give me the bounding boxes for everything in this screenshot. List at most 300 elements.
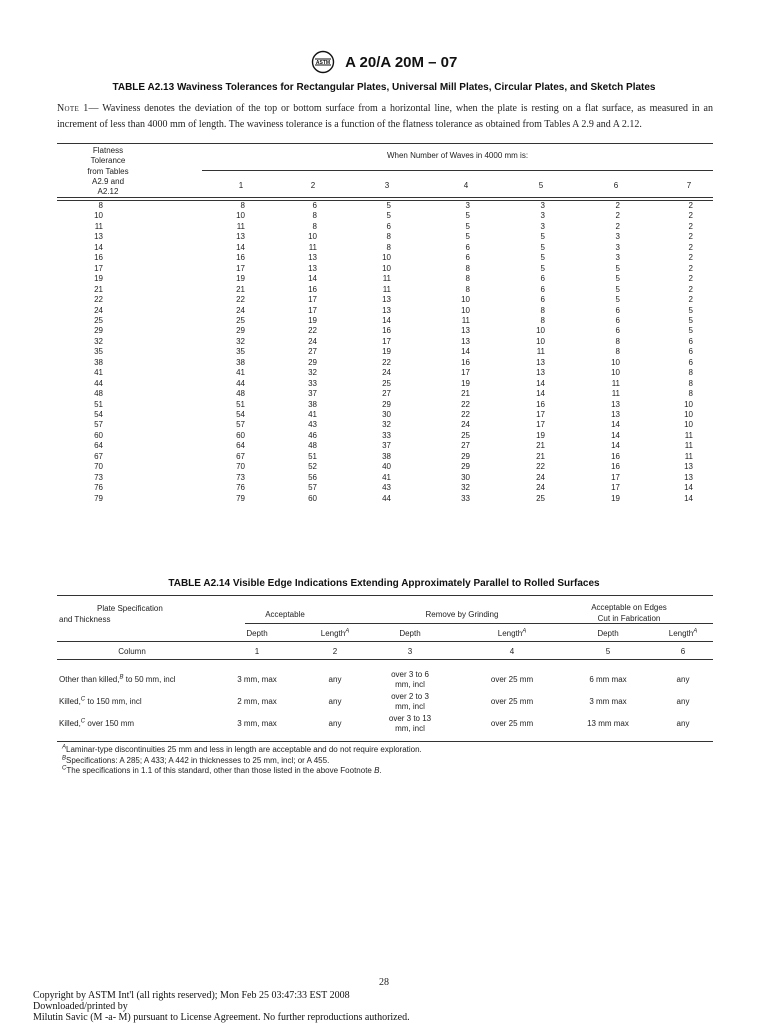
grinding-depth-cell: mm, incl bbox=[395, 702, 425, 711]
waviness-cell: 37 bbox=[382, 441, 391, 451]
waviness-cell: 5 bbox=[386, 201, 391, 210]
waviness-cell: 5 bbox=[688, 326, 693, 336]
acceptable-length-cell: any bbox=[328, 697, 342, 706]
waviness-cell: 35 bbox=[236, 347, 245, 357]
waviness-cell: 8 bbox=[240, 201, 245, 210]
waviness-cell: 67 bbox=[236, 451, 245, 461]
waviness-cell: 10 bbox=[308, 232, 317, 242]
waviness-cell: 22 bbox=[382, 357, 391, 367]
waviness-cell: 8 bbox=[688, 378, 693, 388]
wave-column-numbers bbox=[57, 181, 713, 191]
waviness-cell: 24 bbox=[382, 368, 391, 378]
waviness-cell: 8 bbox=[688, 389, 693, 399]
waviness-cell: 27 bbox=[382, 389, 391, 399]
table-row bbox=[57, 494, 713, 504]
table-row bbox=[57, 306, 713, 316]
table-row bbox=[57, 431, 713, 441]
waviness-cell: 16 bbox=[461, 357, 470, 367]
waviness-cell: 11 bbox=[382, 274, 391, 284]
waviness-cell: 41 bbox=[308, 410, 317, 419]
waviness-cell: 11 bbox=[684, 441, 693, 451]
waviness-cell: 44 bbox=[236, 378, 245, 388]
waviness-cell: 8 bbox=[465, 274, 470, 284]
waviness-cell: 33 bbox=[382, 430, 391, 440]
waviness-cell: 17 bbox=[236, 263, 245, 273]
flatness-tolerance-cell: 14 bbox=[94, 242, 103, 252]
acceptable-header: Acceptable bbox=[265, 610, 305, 619]
waviness-cell: 6 bbox=[615, 326, 620, 336]
waviness-cell: 11 bbox=[308, 242, 317, 252]
waviness-cell: 2 bbox=[688, 232, 693, 242]
page-number: 28 bbox=[379, 977, 389, 988]
wave-column-number: 1 bbox=[238, 181, 244, 190]
length-label: Length bbox=[668, 629, 694, 638]
spec-text: to 50 mm, incl bbox=[123, 675, 176, 684]
waviness-cell: 3 bbox=[540, 211, 545, 221]
footnote-mark: C bbox=[80, 718, 86, 725]
waviness-cell: 8 bbox=[312, 221, 317, 231]
waviness-cell: 19 bbox=[236, 274, 245, 284]
flatness-tolerance-cell: 8 bbox=[98, 201, 103, 210]
table-a2-14-footnotes bbox=[62, 745, 702, 777]
spec-header-line: Plate Specification bbox=[97, 604, 163, 613]
footnote-mark: A bbox=[345, 628, 350, 635]
waviness-cell: 30 bbox=[382, 410, 391, 419]
waviness-cell: 14 bbox=[536, 378, 545, 388]
table-row bbox=[57, 201, 713, 211]
note-label: Note 1 bbox=[57, 103, 89, 114]
flatness-tolerance-cell: 11 bbox=[94, 221, 103, 231]
table-row bbox=[57, 222, 713, 232]
waviness-cell: 57 bbox=[236, 420, 245, 430]
waviness-cell: 6 bbox=[615, 315, 620, 325]
footnote-mark: B bbox=[62, 754, 67, 761]
waviness-cell: 22 bbox=[536, 462, 545, 472]
waviness-cell: 6 bbox=[465, 253, 470, 263]
footnote-end: . bbox=[379, 766, 382, 775]
waviness-cell: 25 bbox=[536, 493, 545, 503]
waviness-cell: 8 bbox=[386, 232, 391, 242]
waviness-cell: 10 bbox=[684, 399, 693, 409]
waviness-cell: 13 bbox=[236, 232, 245, 242]
table-rule bbox=[57, 741, 713, 742]
wave-column-number: 2 bbox=[310, 181, 316, 190]
footnote-text: The specifications in 1.1 of this standard, other than those listed in the above Footnote bbox=[66, 766, 375, 775]
wave-column-number: 6 bbox=[613, 181, 619, 190]
waviness-cell: 17 bbox=[611, 483, 620, 493]
length-label: Length bbox=[320, 629, 346, 638]
waviness-cell: 6 bbox=[688, 336, 693, 346]
waviness-cell: 8 bbox=[465, 284, 470, 294]
edge-depth-cell: 6 mm max bbox=[589, 675, 627, 684]
plate-spec-cell bbox=[59, 675, 219, 686]
column-number: 2 bbox=[332, 647, 338, 656]
waviness-cell: 14 bbox=[611, 441, 620, 451]
grinding-length-cell: over 25 mm bbox=[490, 697, 534, 706]
waviness-cell: 60 bbox=[236, 430, 245, 440]
waviness-cell: 2 bbox=[688, 221, 693, 231]
waviness-cell: 48 bbox=[308, 441, 317, 451]
flatness-tolerance-cell: 79 bbox=[94, 493, 103, 503]
waviness-cell: 32 bbox=[382, 420, 391, 430]
table-rule bbox=[57, 595, 713, 596]
waviness-cell: 24 bbox=[536, 483, 545, 493]
waviness-cell: 13 bbox=[684, 462, 693, 472]
flatness-tolerance-cell: 21 bbox=[94, 284, 103, 294]
waviness-cell: 14 bbox=[684, 493, 693, 503]
waviness-cell: 21 bbox=[461, 389, 470, 399]
table-row bbox=[57, 285, 713, 295]
waviness-cell: 2 bbox=[688, 211, 693, 221]
footnote bbox=[62, 745, 702, 756]
waviness-cell: 25 bbox=[236, 315, 245, 325]
footnote-mark: A bbox=[693, 628, 698, 635]
flatness-tolerance-cell: 44 bbox=[94, 378, 103, 388]
waviness-cell: 10 bbox=[536, 336, 545, 346]
flatness-tolerance-cell: 48 bbox=[94, 389, 103, 399]
astm-logo-icon bbox=[311, 50, 335, 74]
waviness-cell: 13 bbox=[461, 326, 470, 336]
waviness-cell: 17 bbox=[308, 305, 317, 315]
waviness-cell: 8 bbox=[540, 315, 545, 325]
flatness-tolerance-cell: 13 bbox=[94, 232, 103, 242]
waviness-cell: 17 bbox=[382, 336, 391, 346]
table-row bbox=[57, 452, 713, 462]
waviness-cell: 6 bbox=[540, 274, 545, 284]
waviness-cell: 27 bbox=[461, 441, 470, 451]
waviness-cell: 70 bbox=[236, 462, 245, 472]
table-row bbox=[57, 400, 713, 410]
column-number: 5 bbox=[605, 647, 611, 656]
waviness-cell: 10 bbox=[684, 420, 693, 430]
footnote bbox=[62, 756, 702, 767]
waviness-cell: 21 bbox=[536, 441, 545, 451]
table-row bbox=[57, 347, 713, 357]
waviness-cell: 10 bbox=[611, 357, 620, 367]
table-rule bbox=[202, 170, 713, 171]
waviness-cell: 17 bbox=[536, 410, 545, 419]
waviness-cell: 73 bbox=[236, 472, 245, 482]
waviness-cell: 17 bbox=[611, 472, 620, 482]
waviness-cell: 38 bbox=[236, 357, 245, 367]
footnote-mark: C bbox=[80, 696, 86, 703]
flatness-header-line: Flatness bbox=[92, 146, 124, 155]
waviness-cell: 13 bbox=[611, 410, 620, 419]
waviness-cell: 14 bbox=[236, 242, 245, 252]
flatness-tolerance-cell: 64 bbox=[94, 441, 103, 451]
table-row bbox=[57, 337, 713, 347]
table-rule bbox=[57, 143, 713, 144]
waviness-cell: 30 bbox=[461, 472, 470, 482]
waviness-cell: 3 bbox=[615, 232, 620, 242]
waviness-cell: 3 bbox=[540, 201, 545, 210]
waviness-cell: 2 bbox=[688, 274, 693, 284]
waviness-cell: 29 bbox=[308, 357, 317, 367]
waviness-cell: 2 bbox=[615, 221, 620, 231]
waviness-cell: 6 bbox=[386, 221, 391, 231]
astm-logo-text: ASTM bbox=[315, 60, 330, 66]
waviness-cell: 11 bbox=[236, 221, 245, 231]
flatness-tolerance-cell: 10 bbox=[94, 211, 103, 221]
waviness-cell: 6 bbox=[465, 242, 470, 252]
flatness-tolerance-cell: 70 bbox=[94, 462, 103, 472]
waviness-cell: 51 bbox=[308, 451, 317, 461]
flatness-tolerance-cell: 17 bbox=[94, 263, 103, 273]
waviness-cell: 25 bbox=[382, 378, 391, 388]
grinding-depth-cell: mm, incl bbox=[395, 724, 425, 733]
acceptable-depth-cell: 3 mm, max bbox=[237, 719, 277, 728]
table-row bbox=[57, 368, 713, 378]
flatness-tolerance-cell: 25 bbox=[94, 315, 103, 325]
grinding-depth-cell: over 2 to 3 bbox=[391, 692, 429, 701]
waviness-cell: 32 bbox=[236, 336, 245, 346]
waviness-cell: 10 bbox=[461, 295, 470, 305]
waviness-cell: 24 bbox=[236, 305, 245, 315]
waviness-cell: 22 bbox=[236, 295, 245, 305]
table-row bbox=[57, 379, 713, 389]
waviness-cell: 60 bbox=[308, 493, 317, 503]
waviness-cell: 19 bbox=[461, 378, 470, 388]
waviness-cell: 6 bbox=[312, 201, 317, 210]
flatness-tolerance-cell: 54 bbox=[94, 410, 103, 419]
table-row bbox=[57, 420, 713, 430]
waviness-cell: 41 bbox=[236, 368, 245, 378]
waviness-cell: 24 bbox=[308, 336, 317, 346]
waviness-cell: 11 bbox=[382, 284, 391, 294]
table-row bbox=[57, 274, 713, 284]
waviness-cell: 44 bbox=[382, 493, 391, 503]
table-row bbox=[57, 316, 713, 326]
wave-column-number: 5 bbox=[538, 181, 544, 190]
waviness-cell: 3 bbox=[615, 253, 620, 263]
waviness-cell: 10 bbox=[536, 326, 545, 336]
table-rule bbox=[57, 641, 713, 642]
table-row bbox=[57, 295, 713, 305]
waviness-cell: 2 bbox=[688, 295, 693, 305]
plate-spec-cell bbox=[59, 697, 219, 708]
waviness-cell: 16 bbox=[382, 326, 391, 336]
table-row bbox=[57, 483, 713, 493]
spec-text: Killed, bbox=[59, 697, 81, 706]
waviness-cell: 38 bbox=[308, 399, 317, 409]
wave-column-number: 3 bbox=[384, 181, 390, 190]
waviness-cell: 14 bbox=[382, 315, 391, 325]
waviness-cell: 64 bbox=[236, 441, 245, 451]
waviness-cell: 21 bbox=[536, 451, 545, 461]
remove-by-grinding-header: Remove by Grinding bbox=[425, 610, 499, 619]
waviness-cell: 5 bbox=[540, 263, 545, 273]
waviness-cell: 37 bbox=[308, 389, 317, 399]
copyright-line: Copyright by ASTM Int'l (all rights reserved); Mon Feb 25 03:47:33 EST 2008 bbox=[33, 990, 350, 1001]
grinding-depth-cell: mm, incl bbox=[395, 680, 425, 689]
waves-header: When Number of Waves in 4000 mm is: bbox=[386, 151, 529, 160]
waviness-cell: 10 bbox=[382, 253, 391, 263]
waviness-cell: 29 bbox=[461, 462, 470, 472]
table-row bbox=[57, 389, 713, 399]
edge-depth-cell: 3 mm max bbox=[589, 697, 627, 706]
column-number: 4 bbox=[509, 647, 515, 656]
waviness-cell: 13 bbox=[308, 263, 317, 273]
waviness-cell: 43 bbox=[308, 420, 317, 430]
waviness-cell: 56 bbox=[308, 472, 317, 482]
waviness-cell: 13 bbox=[611, 399, 620, 409]
waviness-cell: 57 bbox=[308, 483, 317, 493]
spec-text: to 150 mm, incl bbox=[85, 697, 142, 706]
waviness-cell: 22 bbox=[308, 326, 317, 336]
waviness-cell: 27 bbox=[308, 347, 317, 357]
waviness-cell: 10 bbox=[461, 305, 470, 315]
waviness-cell: 8 bbox=[615, 336, 620, 346]
table-row bbox=[57, 441, 713, 451]
footnote-text: Specifications: A 285; A 433; A 442 in thicknesses to 25 mm, incl; or A 455. bbox=[66, 755, 330, 765]
waviness-cell: 19 bbox=[308, 315, 317, 325]
waviness-cell: 6 bbox=[540, 295, 545, 305]
waviness-cell: 5 bbox=[615, 274, 620, 284]
copyright-line: Downloaded/printed by bbox=[33, 1001, 128, 1012]
waviness-cell: 5 bbox=[615, 284, 620, 294]
waviness-cell: 5 bbox=[540, 232, 545, 242]
waviness-cell: 11 bbox=[611, 389, 620, 399]
acceptable-length-cell: any bbox=[328, 719, 342, 728]
column-label: Column bbox=[118, 647, 146, 656]
table-row bbox=[57, 326, 713, 336]
waviness-cell: 2 bbox=[688, 284, 693, 294]
footnote-mark: B bbox=[119, 674, 124, 681]
flatness-tolerance-cell: 60 bbox=[94, 430, 103, 440]
waviness-cell: 54 bbox=[236, 410, 245, 419]
footnote-mark: C bbox=[62, 765, 67, 772]
waviness-cell: 40 bbox=[382, 462, 391, 472]
table-row bbox=[57, 410, 713, 420]
waviness-cell: 21 bbox=[236, 284, 245, 294]
waviness-cell: 5 bbox=[688, 315, 693, 325]
waviness-cell: 8 bbox=[386, 242, 391, 252]
waviness-cell: 76 bbox=[236, 483, 245, 493]
waviness-cell: 8 bbox=[615, 347, 620, 357]
waviness-cell: 13 bbox=[382, 295, 391, 305]
flatness-tolerance-cell: 57 bbox=[94, 420, 103, 430]
flatness-tolerance-cell: 24 bbox=[94, 305, 103, 315]
acceptable-edges-header: Acceptable on Edges bbox=[591, 603, 667, 612]
grinding-length-cell: over 25 mm bbox=[490, 675, 534, 684]
waviness-cell: 16 bbox=[308, 284, 317, 294]
edge-length-cell: any bbox=[676, 719, 690, 728]
waviness-cell: 32 bbox=[308, 368, 317, 378]
waviness-cell: 2 bbox=[688, 201, 693, 210]
waviness-cell: 13 bbox=[684, 472, 693, 482]
flatness-tolerance-cell: 76 bbox=[94, 483, 103, 493]
waviness-cell: 5 bbox=[540, 253, 545, 263]
spec-text: Other than killed, bbox=[59, 675, 120, 684]
column-number: 1 bbox=[254, 647, 260, 656]
document-header bbox=[0, 50, 768, 74]
waviness-cell: 14 bbox=[308, 274, 317, 284]
waviness-cell: 19 bbox=[536, 430, 545, 440]
waviness-cell: 5 bbox=[540, 242, 545, 252]
waviness-cell: 5 bbox=[688, 305, 693, 315]
waviness-cell: 8 bbox=[540, 305, 545, 315]
edge-depth-cell: 13 mm max bbox=[587, 719, 629, 728]
flatness-header-line: A2.9 and bbox=[91, 176, 125, 186]
depth-header: Depth bbox=[597, 629, 619, 638]
waviness-cell: 5 bbox=[465, 211, 470, 221]
waviness-cell: 19 bbox=[611, 493, 620, 503]
table-a2-14-title: TABLE A2.14 Visible Edge Indications Extending Approximately Parallel to Rolled Surfaces bbox=[168, 578, 600, 589]
table-row bbox=[57, 473, 713, 483]
table-row bbox=[57, 243, 713, 253]
wave-column-number: 7 bbox=[686, 181, 692, 190]
waviness-cell: 43 bbox=[382, 483, 391, 493]
waviness-cell: 3 bbox=[540, 221, 545, 231]
waviness-cell: 25 bbox=[461, 430, 470, 440]
waviness-cell: 10 bbox=[236, 211, 245, 221]
waviness-cell: 5 bbox=[465, 221, 470, 231]
table-row bbox=[57, 462, 713, 472]
grinding-length-cell: over 25 mm bbox=[490, 719, 534, 728]
waviness-cell: 14 bbox=[536, 389, 545, 399]
length-header bbox=[653, 629, 713, 640]
waviness-cell: 16 bbox=[611, 451, 620, 461]
waviness-cell: 6 bbox=[540, 284, 545, 294]
copyright-line: Milutin Savic (M -a- M) pursuant to License Agreement. No further reproductions authorized. bbox=[33, 1012, 410, 1023]
waviness-cell: 8 bbox=[465, 263, 470, 273]
waviness-cell: 11 bbox=[461, 315, 470, 325]
waviness-cell: 29 bbox=[236, 326, 245, 336]
waviness-cell: 17 bbox=[461, 368, 470, 378]
waviness-cell: 29 bbox=[382, 399, 391, 409]
flatness-tolerance-cell: 38 bbox=[94, 357, 103, 367]
spec-text: over 150 mm bbox=[85, 719, 135, 728]
edge-length-cell: any bbox=[676, 697, 690, 706]
flatness-header-line: Tolerance bbox=[90, 156, 126, 166]
copyright-notice bbox=[33, 990, 733, 1023]
flatness-tolerance-cell: 22 bbox=[94, 295, 103, 305]
note-text: — Waviness denotes the deviation of the top or bottom surface from a horizontal line, when the plate is resting on a flat surface, as measured in an increment of less than 4000 mm of length. The waviness tolerance is a function of the flatness tolerance as obtained from Tables A 2.9 and A 2.12. bbox=[57, 103, 713, 130]
document-designation: A 20/A 20M – 07 bbox=[345, 53, 458, 71]
waviness-cell: 24 bbox=[461, 420, 470, 430]
waviness-cell: 11 bbox=[684, 430, 693, 440]
table-row bbox=[57, 232, 713, 242]
table-row bbox=[57, 211, 713, 221]
waviness-cell: 22 bbox=[461, 410, 470, 419]
waviness-cell: 79 bbox=[236, 493, 245, 503]
waviness-cell: 2 bbox=[688, 263, 693, 273]
waviness-cell: 8 bbox=[688, 368, 693, 378]
table-a2-13-note bbox=[57, 101, 713, 133]
waviness-cell: 29 bbox=[461, 451, 470, 461]
column-number: 3 bbox=[407, 647, 413, 656]
length-header bbox=[305, 629, 365, 640]
spec-text: Killed, bbox=[59, 719, 81, 728]
flatness-tolerance-cell: 19 bbox=[94, 274, 103, 284]
waviness-cell: 2 bbox=[688, 242, 693, 252]
edge-length-cell: any bbox=[676, 675, 690, 684]
waviness-cell: 14 bbox=[611, 420, 620, 430]
table-a2-13-title: TABLE A2.13 Waviness Tolerances for Rectangular Plates, Universal Mill Plates, Circular Plates, and Sketch Plates bbox=[112, 82, 656, 93]
depth-header: Depth bbox=[399, 629, 421, 638]
waviness-cell: 13 bbox=[382, 305, 391, 315]
plate-spec-cell bbox=[59, 719, 219, 730]
depth-header: Depth bbox=[246, 629, 268, 638]
spec-header-line: and Thickness bbox=[59, 615, 111, 624]
waviness-cell: 52 bbox=[308, 462, 317, 472]
waviness-cell: 5 bbox=[615, 263, 620, 273]
waviness-cell: 13 bbox=[536, 357, 545, 367]
waviness-cell: 13 bbox=[536, 368, 545, 378]
waviness-cell: 33 bbox=[308, 378, 317, 388]
waviness-cell: 16 bbox=[536, 399, 545, 409]
waviness-cell: 51 bbox=[236, 399, 245, 409]
